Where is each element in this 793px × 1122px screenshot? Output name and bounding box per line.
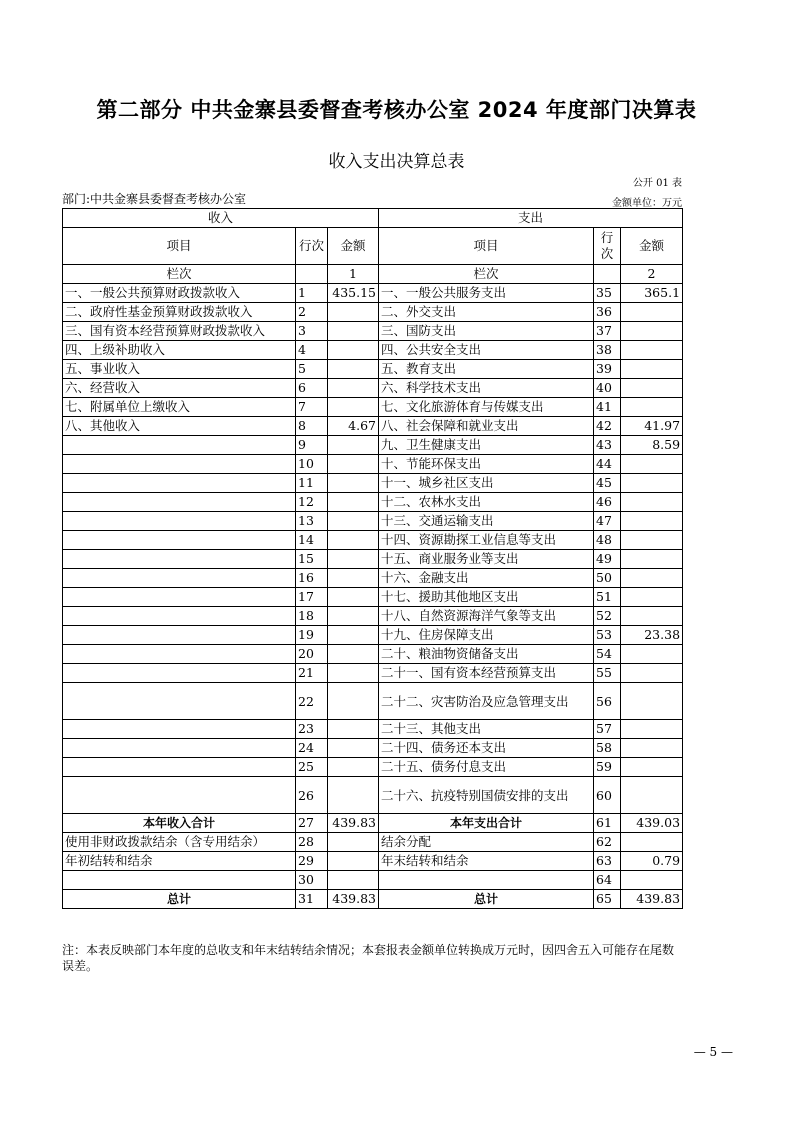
income-total-item-cell: 使用非财政拨款结余（含专用结余） bbox=[63, 833, 296, 852]
expense-amount-cell: 41.97 bbox=[621, 417, 683, 436]
income-total-row-no-cell: 31 bbox=[296, 890, 328, 909]
table-row bbox=[63, 493, 683, 512]
income-amount-cell bbox=[328, 664, 379, 683]
expense-item-cell: 七、文化旅游体育与传媒支出 bbox=[379, 398, 594, 417]
table-row bbox=[63, 512, 683, 531]
income-expense-table bbox=[62, 208, 683, 909]
income-row-no-cell: 23 bbox=[296, 720, 328, 739]
income-amount-cell bbox=[328, 436, 379, 455]
income-total-item-cell: 年初结转和结余 bbox=[63, 852, 296, 871]
income-row-no-cell: 1 bbox=[296, 284, 328, 303]
income-item-header: 项目 bbox=[63, 228, 296, 265]
expense-amount-cell bbox=[621, 360, 683, 379]
expense-item-cell: 十三、交通运输支出 bbox=[379, 512, 594, 531]
table-row bbox=[63, 683, 683, 720]
table-row bbox=[63, 720, 683, 739]
income-total-row-no-cell: 29 bbox=[296, 852, 328, 871]
income-row-no-cell: 6 bbox=[296, 379, 328, 398]
expense-amount-cell bbox=[621, 550, 683, 569]
income-total-item-cell bbox=[63, 871, 296, 890]
income-amount-cell bbox=[328, 720, 379, 739]
expense-item-cell: 十八、自然资源海洋气象等支出 bbox=[379, 607, 594, 626]
expense-total-item-cell: 总计 bbox=[379, 890, 594, 909]
income-amount-cell bbox=[328, 379, 379, 398]
income-row-no-cell: 5 bbox=[296, 360, 328, 379]
income-row-no-cell: 7 bbox=[296, 398, 328, 417]
income-item-cell: 三、国有资本经营预算财政拨款收入 bbox=[63, 322, 296, 341]
expense-amount-cell bbox=[621, 607, 683, 626]
expense-amount-cell bbox=[621, 664, 683, 683]
expense-item-cell: 二十一、国有资本经营预算支出 bbox=[379, 664, 594, 683]
expense-amount-cell bbox=[621, 758, 683, 777]
income-row-no-cell: 25 bbox=[296, 758, 328, 777]
expense-total-item-cell bbox=[379, 871, 594, 890]
expense-amount-cell: 23.38 bbox=[621, 626, 683, 645]
total-row bbox=[63, 871, 683, 890]
expense-row-no-cell: 51 bbox=[594, 588, 621, 607]
income-total-item-cell: 本年收入合计 bbox=[63, 814, 296, 833]
expense-row-no-cell: 54 bbox=[594, 645, 621, 664]
expense-amount-cell bbox=[621, 379, 683, 398]
table-row bbox=[63, 739, 683, 758]
income-amount-cell bbox=[328, 777, 379, 814]
income-item-cell: 七、附属单位上缴收入 bbox=[63, 398, 296, 417]
income-item-cell: 六、经营收入 bbox=[63, 379, 296, 398]
income-row-no-cell: 8 bbox=[296, 417, 328, 436]
expense-amount-cell bbox=[621, 474, 683, 493]
expense-row-no-cell: 57 bbox=[594, 720, 621, 739]
income-row-no-cell: 14 bbox=[296, 531, 328, 550]
expense-total-item-cell: 本年支出合计 bbox=[379, 814, 594, 833]
income-amount-cell bbox=[328, 626, 379, 645]
expense-item-cell: 二十六、抗疫特别国债安排的支出 bbox=[379, 777, 594, 814]
table-row bbox=[63, 360, 683, 379]
income-row-no-cell: 9 bbox=[296, 436, 328, 455]
table-row bbox=[63, 607, 683, 626]
income-total-amount-cell bbox=[328, 833, 379, 852]
expense-item-cell: 二十、粮油物资储备支出 bbox=[379, 645, 594, 664]
expense-row-no-cell: 59 bbox=[594, 758, 621, 777]
form-code: 公开 01 表 bbox=[632, 178, 682, 189]
table-row bbox=[63, 474, 683, 493]
income-amount-cell bbox=[328, 683, 379, 720]
expense-row-no-header: 行次 bbox=[594, 228, 621, 265]
table-row bbox=[63, 531, 683, 550]
expense-amount-cell bbox=[621, 341, 683, 360]
income-row-no-cell: 3 bbox=[296, 322, 328, 341]
expense-total-amount-cell: 439.83 bbox=[621, 890, 683, 909]
expense-item-cell: 三、国防支出 bbox=[379, 322, 594, 341]
expense-amount-cell: 365.1 bbox=[621, 284, 683, 303]
empty-cell bbox=[296, 265, 328, 284]
income-amount-cell bbox=[328, 474, 379, 493]
income-amount-cell bbox=[328, 341, 379, 360]
table-row bbox=[63, 398, 683, 417]
expense-item-header: 项目 bbox=[379, 228, 594, 265]
expense-row-no-cell: 44 bbox=[594, 455, 621, 474]
table-row bbox=[63, 322, 683, 341]
expense-section-header: 支出 bbox=[379, 209, 683, 228]
table-row bbox=[63, 303, 683, 322]
expense-row-no-cell: 37 bbox=[594, 322, 621, 341]
expense-row-no-cell: 35 bbox=[594, 284, 621, 303]
income-amount-cell bbox=[328, 550, 379, 569]
expense-amount-cell bbox=[621, 588, 683, 607]
expense-amount-cell bbox=[621, 777, 683, 814]
income-amount-cell bbox=[328, 512, 379, 531]
income-column-label: 栏次 bbox=[63, 265, 296, 284]
expense-item-cell: 十一、城乡社区支出 bbox=[379, 474, 594, 493]
table-row bbox=[63, 379, 683, 398]
table-row bbox=[63, 645, 683, 664]
expense-row-no-cell: 47 bbox=[594, 512, 621, 531]
income-item-cell bbox=[63, 758, 296, 777]
expense-amount-cell bbox=[621, 645, 683, 664]
income-column-number: 1 bbox=[328, 265, 379, 284]
expense-amount-cell bbox=[621, 531, 683, 550]
page-number: — 5 — bbox=[693, 1045, 733, 1059]
income-amount-cell bbox=[328, 398, 379, 417]
expense-item-cell: 十五、商业服务业等支出 bbox=[379, 550, 594, 569]
income-item-cell bbox=[63, 455, 296, 474]
expense-item-cell: 二十四、债务还本支出 bbox=[379, 739, 594, 758]
table-row bbox=[63, 569, 683, 588]
income-row-no-cell: 11 bbox=[296, 474, 328, 493]
expense-column-number: 2 bbox=[621, 265, 683, 284]
table-row bbox=[63, 758, 683, 777]
table-row bbox=[63, 777, 683, 814]
income-amount-cell bbox=[328, 455, 379, 474]
expense-item-cell: 一、一般公共服务支出 bbox=[379, 284, 594, 303]
income-row-no-cell: 17 bbox=[296, 588, 328, 607]
income-item-cell bbox=[63, 512, 296, 531]
expense-amount-cell bbox=[621, 493, 683, 512]
expense-item-cell: 二十二、灾害防治及应急管理支出 bbox=[379, 683, 594, 720]
expense-item-cell: 九、卫生健康支出 bbox=[379, 436, 594, 455]
expense-total-item-cell: 年末结转和结余 bbox=[379, 852, 594, 871]
income-amount-cell: 435.15 bbox=[328, 284, 379, 303]
income-row-no-cell: 18 bbox=[296, 607, 328, 626]
income-row-no-cell: 21 bbox=[296, 664, 328, 683]
income-row-no-cell: 26 bbox=[296, 777, 328, 814]
total-row bbox=[63, 833, 683, 852]
total-row bbox=[63, 814, 683, 833]
expense-row-no-cell: 50 bbox=[594, 569, 621, 588]
expense-item-cell: 十四、资源勘探工业信息等支出 bbox=[379, 531, 594, 550]
income-total-row-no-cell: 30 bbox=[296, 871, 328, 890]
income-row-no-cell: 10 bbox=[296, 455, 328, 474]
table-title: 收入支出决算总表 bbox=[328, 152, 465, 172]
income-section-header: 收入 bbox=[63, 209, 379, 228]
income-amount-cell bbox=[328, 322, 379, 341]
income-amount-header: 金额 bbox=[328, 228, 379, 265]
income-total-amount-cell: 439.83 bbox=[328, 890, 379, 909]
income-amount-cell bbox=[328, 739, 379, 758]
expense-item-cell: 四、公共安全支出 bbox=[379, 341, 594, 360]
income-item-cell bbox=[63, 645, 296, 664]
table-row bbox=[63, 436, 683, 455]
table-row bbox=[63, 284, 683, 303]
expense-total-row-no-cell: 61 bbox=[594, 814, 621, 833]
expense-amount-cell bbox=[621, 455, 683, 474]
income-item-cell bbox=[63, 588, 296, 607]
expense-total-amount-cell bbox=[621, 833, 683, 852]
table-row bbox=[63, 550, 683, 569]
amount-unit: 金额单位：万元 bbox=[612, 198, 682, 209]
income-row-no-cell: 19 bbox=[296, 626, 328, 645]
expense-total-row-no-cell: 64 bbox=[594, 871, 621, 890]
expense-row-no-cell: 38 bbox=[594, 341, 621, 360]
expense-item-cell: 十、节能环保支出 bbox=[379, 455, 594, 474]
expense-row-no-cell: 41 bbox=[594, 398, 621, 417]
expense-item-cell: 十二、农林水支出 bbox=[379, 493, 594, 512]
expense-row-no-cell: 39 bbox=[594, 360, 621, 379]
income-amount-cell bbox=[328, 360, 379, 379]
expense-amount-cell bbox=[621, 569, 683, 588]
income-row-no-cell: 22 bbox=[296, 683, 328, 720]
income-total-amount-cell bbox=[328, 852, 379, 871]
page-title: 第二部分 中共金寨县委督查考核办公室 2024 年度部门决算表 bbox=[96, 98, 697, 122]
income-row-no-cell: 4 bbox=[296, 341, 328, 360]
income-item-cell bbox=[63, 664, 296, 683]
income-item-cell: 一、一般公共预算财政拨款收入 bbox=[63, 284, 296, 303]
income-row-no-cell: 2 bbox=[296, 303, 328, 322]
expense-column-label: 栏次 bbox=[379, 265, 594, 284]
expense-row-no-cell: 53 bbox=[594, 626, 621, 645]
income-amount-cell bbox=[328, 531, 379, 550]
income-row-no-cell: 12 bbox=[296, 493, 328, 512]
income-item-cell bbox=[63, 683, 296, 720]
income-item-cell bbox=[63, 474, 296, 493]
income-amount-cell bbox=[328, 758, 379, 777]
income-amount-cell bbox=[328, 588, 379, 607]
expense-amount-cell bbox=[621, 512, 683, 531]
income-amount-cell: 4.67 bbox=[328, 417, 379, 436]
expense-amount-cell bbox=[621, 398, 683, 417]
income-item-cell bbox=[63, 607, 296, 626]
expense-row-no-cell: 49 bbox=[594, 550, 621, 569]
income-total-row-no-cell: 27 bbox=[296, 814, 328, 833]
expense-item-cell: 二十三、其他支出 bbox=[379, 720, 594, 739]
expense-total-amount-cell: 0.79 bbox=[621, 852, 683, 871]
income-item-cell bbox=[63, 569, 296, 588]
expense-item-cell: 六、科学技术支出 bbox=[379, 379, 594, 398]
income-item-cell bbox=[63, 720, 296, 739]
table-row bbox=[63, 588, 683, 607]
total-row bbox=[63, 890, 683, 909]
income-amount-cell bbox=[328, 493, 379, 512]
expense-item-cell: 十六、金融支出 bbox=[379, 569, 594, 588]
expense-total-row-no-cell: 63 bbox=[594, 852, 621, 871]
expense-row-no-cell: 56 bbox=[594, 683, 621, 720]
expense-amount-header: 金额 bbox=[621, 228, 683, 265]
income-row-no-cell: 15 bbox=[296, 550, 328, 569]
expense-total-item-cell: 结余分配 bbox=[379, 833, 594, 852]
expense-amount-cell: 8.59 bbox=[621, 436, 683, 455]
expense-item-cell: 十七、援助其他地区支出 bbox=[379, 588, 594, 607]
expense-item-cell: 十九、住房保障支出 bbox=[379, 626, 594, 645]
income-row-no-header: 行次 bbox=[296, 228, 328, 265]
income-amount-cell bbox=[328, 607, 379, 626]
income-row-no-cell: 20 bbox=[296, 645, 328, 664]
income-row-no-cell: 16 bbox=[296, 569, 328, 588]
expense-row-no-cell: 36 bbox=[594, 303, 621, 322]
income-amount-cell bbox=[328, 645, 379, 664]
table-note: 注：本表反映部门本年度的总收支和年末结转结余情况；本套报表金额单位转换成万元时，因四舍五入可能存在尾数误差。 bbox=[62, 943, 675, 973]
income-amount-cell bbox=[328, 569, 379, 588]
income-item-cell: 八、其他收入 bbox=[63, 417, 296, 436]
table-row bbox=[63, 626, 683, 645]
expense-amount-cell bbox=[621, 720, 683, 739]
empty-cell bbox=[594, 265, 621, 284]
income-item-cell: 四、上级补助收入 bbox=[63, 341, 296, 360]
expense-item-cell: 二、外交支出 bbox=[379, 303, 594, 322]
income-total-row-no-cell: 28 bbox=[296, 833, 328, 852]
income-item-cell bbox=[63, 777, 296, 814]
table-row bbox=[63, 455, 683, 474]
expense-row-no-cell: 52 bbox=[594, 607, 621, 626]
income-item-cell bbox=[63, 493, 296, 512]
table-row bbox=[63, 664, 683, 683]
expense-item-cell: 二十五、债务付息支出 bbox=[379, 758, 594, 777]
expense-row-no-cell: 43 bbox=[594, 436, 621, 455]
income-amount-cell bbox=[328, 303, 379, 322]
income-row-no-cell: 13 bbox=[296, 512, 328, 531]
total-row bbox=[63, 852, 683, 871]
income-item-cell bbox=[63, 436, 296, 455]
table-row bbox=[63, 417, 683, 436]
expense-row-no-cell: 42 bbox=[594, 417, 621, 436]
expense-item-cell: 五、教育支出 bbox=[379, 360, 594, 379]
income-item-cell bbox=[63, 739, 296, 758]
expense-row-no-cell: 46 bbox=[594, 493, 621, 512]
income-total-amount-cell: 439.83 bbox=[328, 814, 379, 833]
expense-item-cell: 八、社会保障和就业支出 bbox=[379, 417, 594, 436]
income-total-item-cell: 总计 bbox=[63, 890, 296, 909]
expense-total-amount-cell bbox=[621, 871, 683, 890]
expense-amount-cell bbox=[621, 739, 683, 758]
expense-row-no-cell: 60 bbox=[594, 777, 621, 814]
expense-amount-cell bbox=[621, 683, 683, 720]
expense-total-row-no-cell: 65 bbox=[594, 890, 621, 909]
expense-row-no-cell: 58 bbox=[594, 739, 621, 758]
income-total-amount-cell bbox=[328, 871, 379, 890]
expense-row-no-cell: 48 bbox=[594, 531, 621, 550]
income-item-cell bbox=[63, 531, 296, 550]
income-item-cell bbox=[63, 626, 296, 645]
expense-row-no-cell: 45 bbox=[594, 474, 621, 493]
expense-total-amount-cell: 439.03 bbox=[621, 814, 683, 833]
expense-amount-cell bbox=[621, 322, 683, 341]
income-item-cell bbox=[63, 550, 296, 569]
expense-row-no-cell: 55 bbox=[594, 664, 621, 683]
table-row bbox=[63, 341, 683, 360]
income-item-cell: 五、事业收入 bbox=[63, 360, 296, 379]
income-item-cell: 二、政府性基金预算财政拨款收入 bbox=[63, 303, 296, 322]
expense-total-row-no-cell: 62 bbox=[594, 833, 621, 852]
department-label: 部门:中共金寨县委督查考核办公室 bbox=[62, 192, 247, 206]
income-row-no-cell: 24 bbox=[296, 739, 328, 758]
expense-row-no-cell: 40 bbox=[594, 379, 621, 398]
expense-amount-cell bbox=[621, 303, 683, 322]
